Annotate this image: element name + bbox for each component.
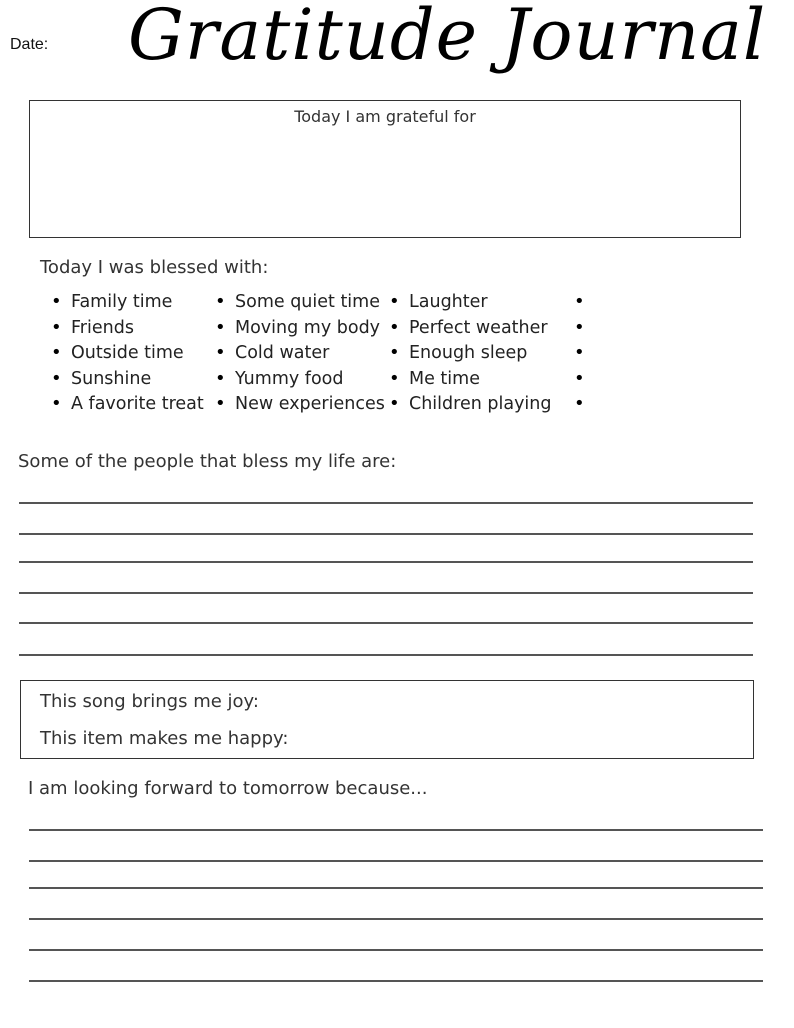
list-item: • Cold water xyxy=(215,342,385,368)
people-heading: Some of the people that bless my life are: xyxy=(18,451,397,472)
tomorrow-heading: I am looking forward to tomorrow because... xyxy=(28,778,428,799)
list-item: • Friends xyxy=(51,317,204,343)
tomorrow-writing-line xyxy=(29,829,763,831)
grateful-box xyxy=(29,100,741,238)
list-item: • A favorite treat xyxy=(51,393,204,419)
page-title: Gratitude Journal xyxy=(128,0,767,76)
blessed-heading: Today I was blessed with: xyxy=(40,257,269,278)
people-writing-line xyxy=(19,533,753,535)
list-item: • Outside time xyxy=(51,342,204,368)
people-writing-line xyxy=(19,502,753,504)
list-item: • Laughter xyxy=(389,291,552,317)
grateful-box-label: Today I am grateful for xyxy=(294,107,476,126)
people-writing-line xyxy=(19,561,753,563)
tomorrow-writing-line xyxy=(29,918,763,920)
blessed-column-1 xyxy=(51,291,204,419)
joy-box xyxy=(20,680,754,759)
list-item: • Moving my body xyxy=(215,317,385,343)
people-writing-line xyxy=(19,592,753,594)
blessed-column-2 xyxy=(215,291,385,419)
list-item: • Me time xyxy=(389,368,552,394)
tomorrow-writing-line xyxy=(29,887,763,889)
list-item: • Yummy food xyxy=(215,368,385,394)
people-writing-line xyxy=(19,654,753,656)
date-label: Date: xyxy=(10,36,49,53)
list-item: • Children playing xyxy=(389,393,552,419)
list-item-blank xyxy=(574,317,594,343)
tomorrow-writing-line xyxy=(29,860,763,862)
tomorrow-writing-line xyxy=(29,949,763,951)
list-item-blank xyxy=(574,393,594,419)
list-item: • New experiences xyxy=(215,393,385,419)
list-item: • Sunshine xyxy=(51,368,204,394)
blessed-column-4-blank xyxy=(574,291,594,419)
list-item: • Perfect weather xyxy=(389,317,552,343)
list-item: • Some quiet time xyxy=(215,291,385,317)
people-writing-line xyxy=(19,622,753,624)
list-item: • Family time xyxy=(51,291,204,317)
list-item: • Enough sleep xyxy=(389,342,552,368)
list-item-blank xyxy=(574,368,594,394)
blessed-column-3 xyxy=(389,291,552,419)
tomorrow-writing-line xyxy=(29,980,763,982)
song-label: This song brings me joy: xyxy=(40,691,259,712)
item-label: This item makes me happy: xyxy=(40,728,289,749)
list-item-blank xyxy=(574,342,594,368)
list-item-blank xyxy=(574,291,594,317)
